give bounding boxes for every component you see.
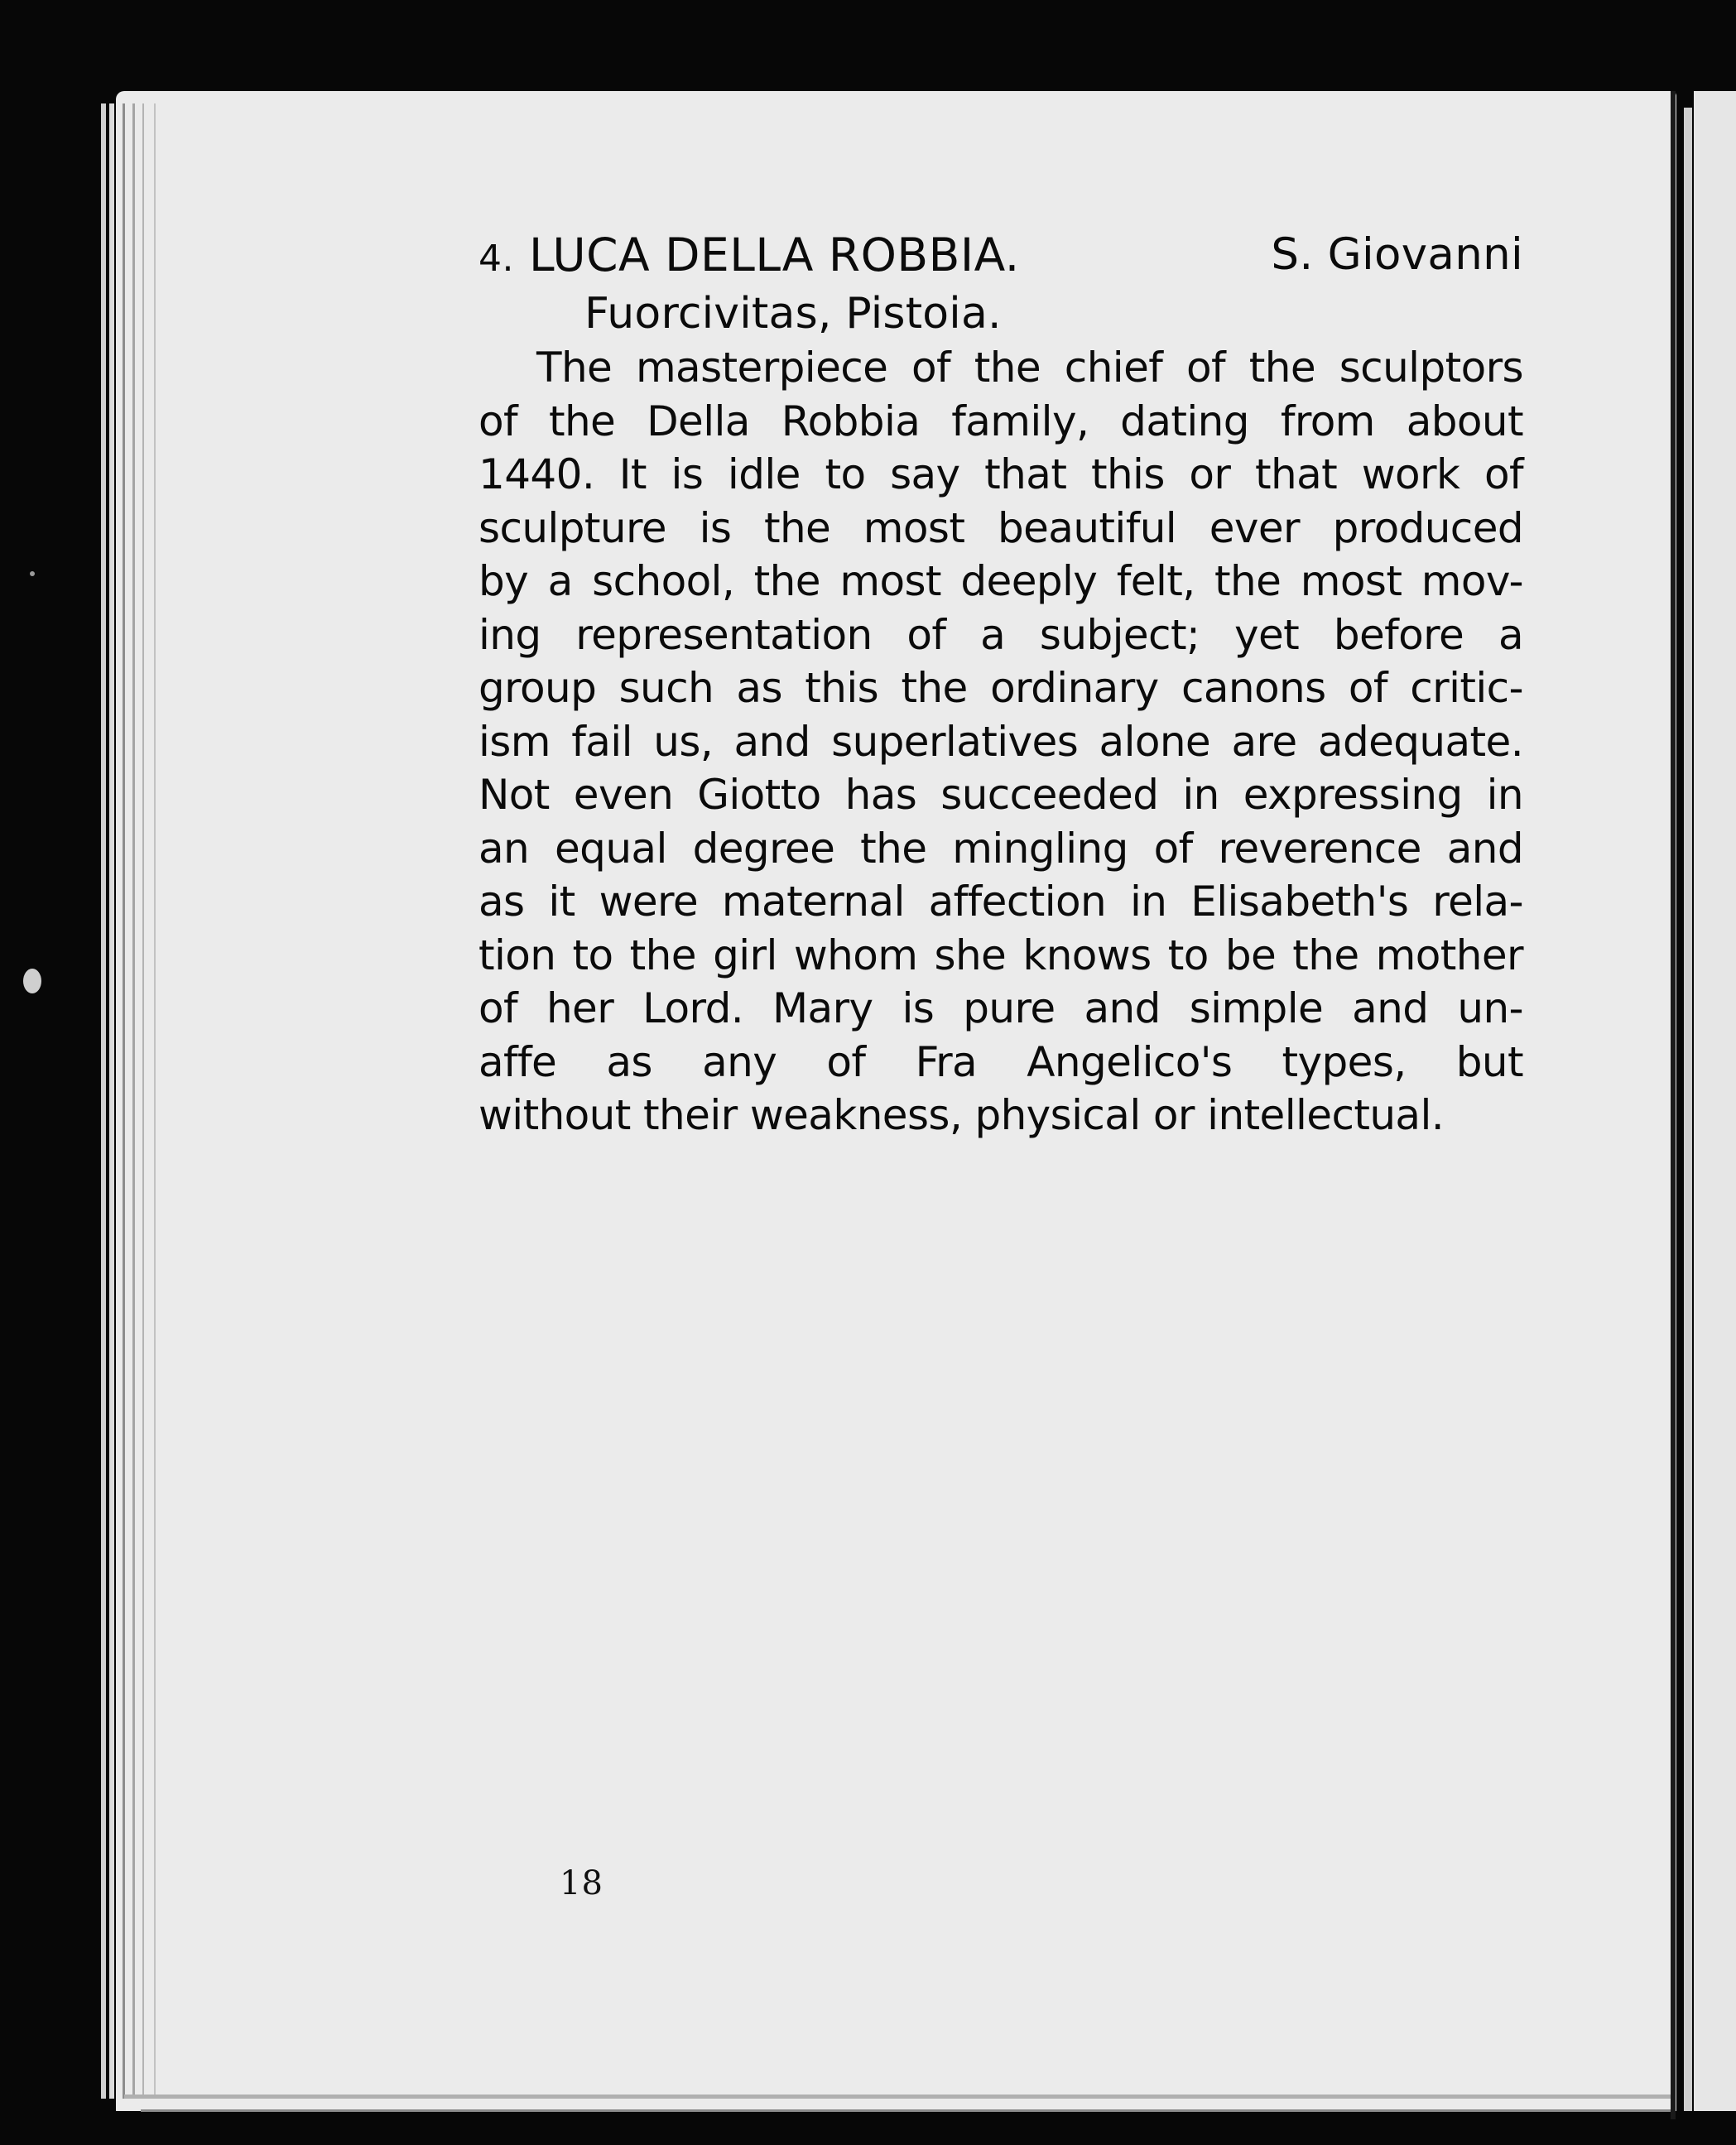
page-bottom-edge [124, 2095, 1672, 2099]
body-line: by a school, the most deeply felt, the most mov- [478, 557, 1523, 605]
entry-title: LUCA DELLA ROBBIA. [528, 228, 1020, 281]
page-edge [109, 103, 114, 2099]
page-edge-line [132, 103, 135, 2099]
body-line: affe as any of Fra Angelico's types, but [478, 1037, 1523, 1086]
body-line: The masterpiece of the chief of the sculptors [536, 344, 1523, 392]
body-line: ism fail us, and superlatives alone are adequate. [478, 717, 1523, 766]
entry-heading [478, 228, 1523, 286]
body-line: of the Della Robbia family, dating from about [478, 397, 1523, 445]
body-line: of her Lord. Mary is pure and simple and un- [478, 984, 1523, 1032]
scan-artifact [30, 571, 35, 576]
body-line: sculpture is the most beautiful ever produced [478, 503, 1523, 552]
page-edge-line [154, 103, 156, 2099]
body-line: 1440. It is idle to say that this or that work of [478, 450, 1523, 498]
page-number: 18 [560, 1864, 604, 1902]
body-line: Not even Giotto has succeeded in expressing in [478, 771, 1523, 819]
page-edge-line [142, 103, 144, 2099]
body-line: tion to the girl whom she knows to be the mother [478, 931, 1523, 979]
facing-page [1694, 91, 1736, 2111]
page-edge [101, 103, 106, 2099]
scan-artifact [23, 969, 41, 993]
entry-number: 4. [478, 238, 514, 280]
body-line: group such as this the ordinary canons of critic- [478, 664, 1523, 712]
page-edge-line [123, 103, 125, 2099]
facing-page-edge [1684, 108, 1692, 2111]
entry-place-continued: Fuorcivitas, Pistoia. [584, 289, 1002, 339]
body-line: ing representation of a subject; yet before a [478, 610, 1523, 659]
page-bottom-edge [141, 2109, 1672, 2112]
body-line: without their weakness, physical or intellectual. [478, 1091, 1445, 1139]
body-line: an equal degree the mingling of reverence and [478, 824, 1523, 873]
book-gutter [1671, 91, 1676, 2119]
entry-text [478, 228, 1523, 1142]
body-line: as it were maternal affection in Elisabeth's rela- [478, 878, 1523, 926]
entry-place: S. Giovanni [1271, 229, 1523, 280]
